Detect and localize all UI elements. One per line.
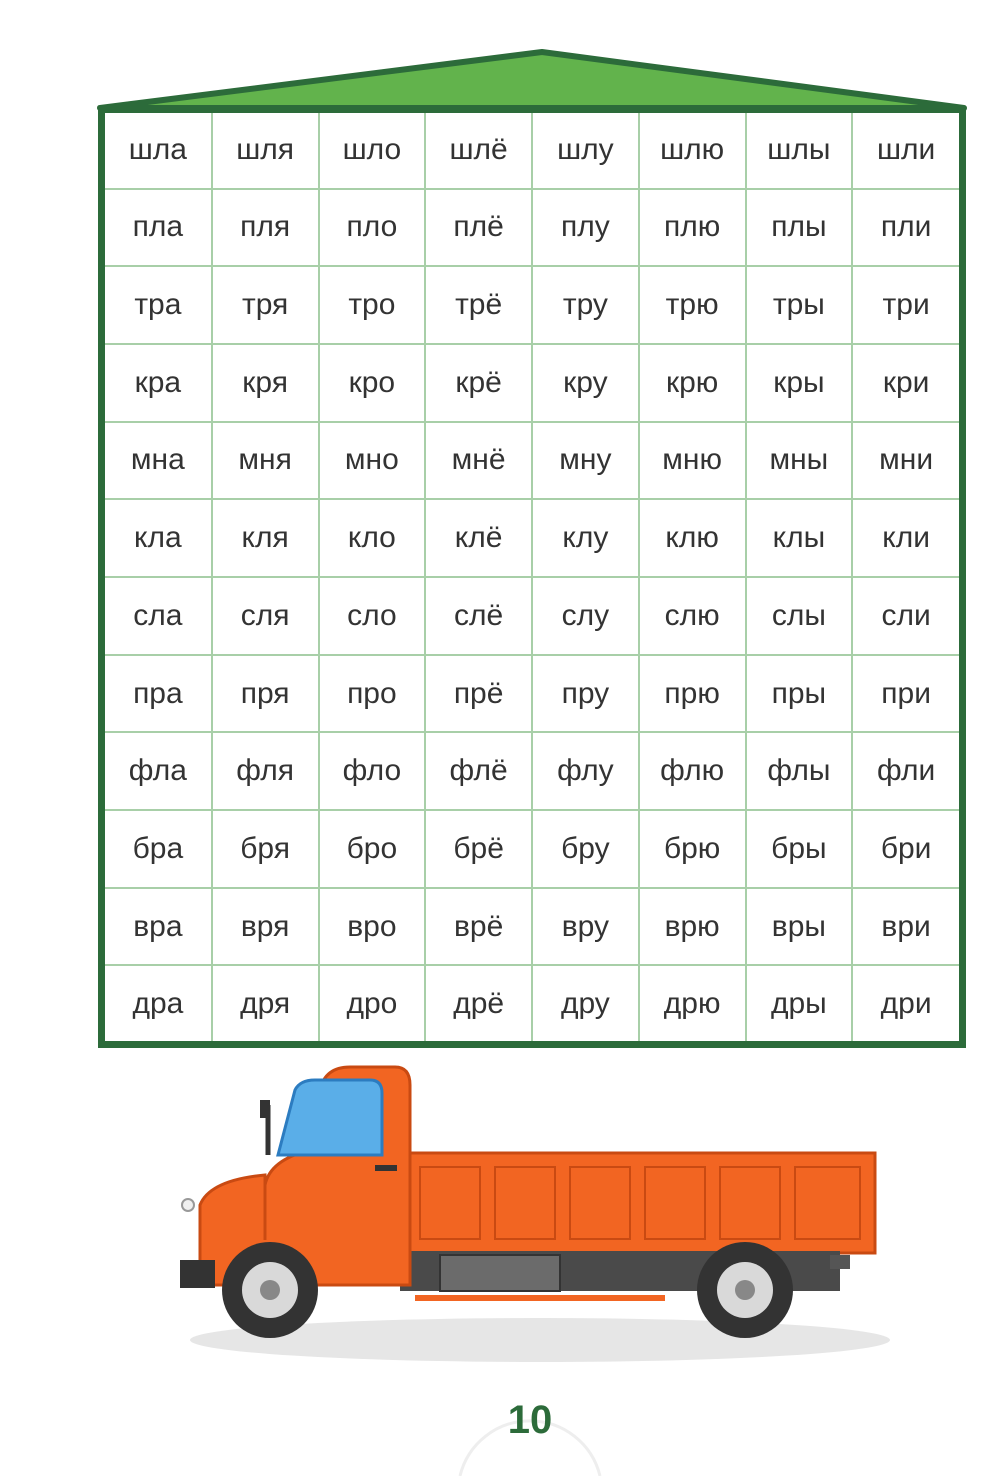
syllable-cell: брю [639, 810, 746, 888]
syllable-cell: тра [105, 266, 212, 344]
syllable-cell: тря [212, 266, 319, 344]
syllable-cell: кли [852, 499, 959, 577]
syllable-cell: клё [425, 499, 532, 577]
syllable-cell: крю [639, 344, 746, 422]
syllable-cell: прё [425, 655, 532, 733]
syllable-cell: шла [105, 113, 212, 189]
syllable-cell: кла [105, 499, 212, 577]
syllable-cell: кру [532, 344, 639, 422]
syllable-cell: шлу [532, 113, 639, 189]
syllable-cell: кря [212, 344, 319, 422]
syllable-cell: плу [532, 189, 639, 267]
grid-row [105, 499, 959, 577]
grid-row [105, 189, 959, 267]
grid-row [105, 965, 959, 1041]
syllable-cell: мни [852, 422, 959, 500]
syllable-cell: флы [746, 732, 853, 810]
syllable-cell: вро [319, 888, 426, 966]
syllable-cell: слу [532, 577, 639, 655]
grid-row [105, 577, 959, 655]
syllable-cell: сло [319, 577, 426, 655]
syllable-cell: бру [532, 810, 639, 888]
grid-row [105, 732, 959, 810]
syllable-cell: сла [105, 577, 212, 655]
syllable-cell: клу [532, 499, 639, 577]
syllable-grid [105, 113, 959, 1041]
page-number-area [430, 1370, 630, 1476]
syllable-cell: фли [852, 732, 959, 810]
syllable-cell: плю [639, 189, 746, 267]
syllable-cell: слю [639, 577, 746, 655]
syllable-cell: ври [852, 888, 959, 966]
syllable-cell: флу [532, 732, 639, 810]
syllable-cell: плё [425, 189, 532, 267]
syllable-grid-frame [98, 106, 966, 1048]
syllable-cell: врё [425, 888, 532, 966]
syllable-cell: бра [105, 810, 212, 888]
grid-row [105, 113, 959, 189]
syllable-cell: шля [212, 113, 319, 189]
syllable-cell: дру [532, 965, 639, 1041]
syllable-cell: кри [852, 344, 959, 422]
grid-row [105, 422, 959, 500]
syllable-cell: кра [105, 344, 212, 422]
syllable-cell: фла [105, 732, 212, 810]
syllable-cell: дра [105, 965, 212, 1041]
syllable-cell: бря [212, 810, 319, 888]
syllable-cell: кры [746, 344, 853, 422]
syllable-cell: мня [212, 422, 319, 500]
syllable-cell: мню [639, 422, 746, 500]
syllable-cell: пли [852, 189, 959, 267]
syllable-cell: вра [105, 888, 212, 966]
syllable-cell: шлы [746, 113, 853, 189]
syllable-cell: пля [212, 189, 319, 267]
syllable-cell: трё [425, 266, 532, 344]
syllable-cell: флё [425, 732, 532, 810]
syllable-cell: бро [319, 810, 426, 888]
syllable-cell: флю [639, 732, 746, 810]
syllable-cell: мна [105, 422, 212, 500]
syllable-cell: вры [746, 888, 853, 966]
syllable-cell: дрю [639, 965, 746, 1041]
syllable-cell: мнё [425, 422, 532, 500]
syllable-cell: мну [532, 422, 639, 500]
syllable-cell: тру [532, 266, 639, 344]
syllable-cell: пло [319, 189, 426, 267]
syllable-cell: слё [425, 577, 532, 655]
syllable-cell: про [319, 655, 426, 733]
syllable-cell: брё [425, 810, 532, 888]
syllable-cell: кро [319, 344, 426, 422]
syllable-cell: сля [212, 577, 319, 655]
syllable-cell: бри [852, 810, 959, 888]
syllable-cell: крё [425, 344, 532, 422]
syllable-cell: слы [746, 577, 853, 655]
grid-row [105, 344, 959, 422]
syllable-cell: врю [639, 888, 746, 966]
syllable-cell: три [852, 266, 959, 344]
syllable-cell: мны [746, 422, 853, 500]
syllable-cell: фля [212, 732, 319, 810]
syllable-cell: дры [746, 965, 853, 1041]
syllable-cell: кля [212, 499, 319, 577]
roof-icon [0, 0, 1000, 120]
syllable-cell: при [852, 655, 959, 733]
syllable-cell: шли [852, 113, 959, 189]
syllable-cell: фло [319, 732, 426, 810]
grid-row [105, 810, 959, 888]
grid-row [105, 655, 959, 733]
syllable-cell: дро [319, 965, 426, 1041]
syllable-cell: дри [852, 965, 959, 1041]
syllable-cell: пла [105, 189, 212, 267]
syllable-cell: шлю [639, 113, 746, 189]
truck-icon [170, 1055, 890, 1365]
syllable-cell: мно [319, 422, 426, 500]
grid-row [105, 888, 959, 966]
page-number: 10 [507, 1398, 553, 1442]
syllable-cell: плы [746, 189, 853, 267]
syllable-cell: прю [639, 655, 746, 733]
syllable-cell: сли [852, 577, 959, 655]
syllable-cell: дря [212, 965, 319, 1041]
syllable-cell: пра [105, 655, 212, 733]
syllable-cell: трю [639, 266, 746, 344]
syllable-cell: кло [319, 499, 426, 577]
syllable-cell: дрё [425, 965, 532, 1041]
syllable-cell: шлё [425, 113, 532, 189]
syllable-cell: клю [639, 499, 746, 577]
syllable-cell: тры [746, 266, 853, 344]
syllable-cell: пру [532, 655, 639, 733]
syllable-cell: шло [319, 113, 426, 189]
syllable-cell: бры [746, 810, 853, 888]
syllable-cell: тро [319, 266, 426, 344]
syllable-cell: вря [212, 888, 319, 966]
syllable-cell: клы [746, 499, 853, 577]
syllable-cell: пры [746, 655, 853, 733]
syllable-cell: пря [212, 655, 319, 733]
syllable-cell: вру [532, 888, 639, 966]
grid-row [105, 266, 959, 344]
